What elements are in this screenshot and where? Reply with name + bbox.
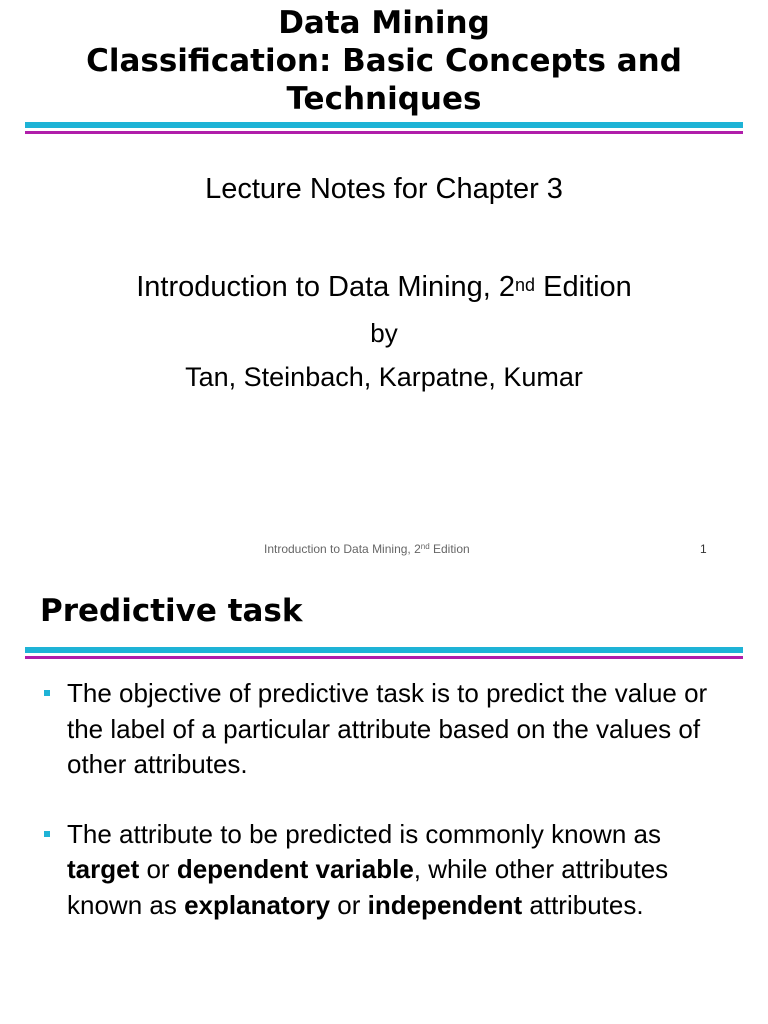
title-line-3: Techniques <box>286 81 482 117</box>
title-rule <box>25 647 743 659</box>
bullet-text: The attribute to be predicted is commonly known as target or dependent variable, while other attributes known as explanatory or independent attributes. <box>67 818 669 920</box>
by-label: by <box>370 318 398 348</box>
lecture-subtitle: Lecture Notes for Chapter 3 <box>205 173 563 205</box>
bullet-text: The objective of predictive task is to predict the value or the label of a particular attribute based on the values of other attributes. <box>67 678 708 779</box>
bullet-marker <box>44 831 50 837</box>
slide-2 <box>0 570 768 1024</box>
title-line-1: Data Mining <box>278 5 490 41</box>
slide-title: Predictive task <box>40 593 303 629</box>
slide-title <box>0 4 768 118</box>
book-title: Introduction to Data Mining, 2nd Edition <box>136 271 632 303</box>
bullet-marker <box>44 690 50 696</box>
title-rule <box>25 122 743 134</box>
bullet-item <box>40 676 740 783</box>
bullet-list <box>40 676 740 957</box>
bullet-item <box>40 817 740 924</box>
title-line-2: Classification: Basic Concepts and <box>86 43 682 79</box>
authors: Tan, Steinbach, Karpatne, Kumar <box>185 362 583 392</box>
footer-text: Introduction to Data Mining, 2nd Edition <box>264 542 470 556</box>
page-number: 1 <box>700 542 707 556</box>
